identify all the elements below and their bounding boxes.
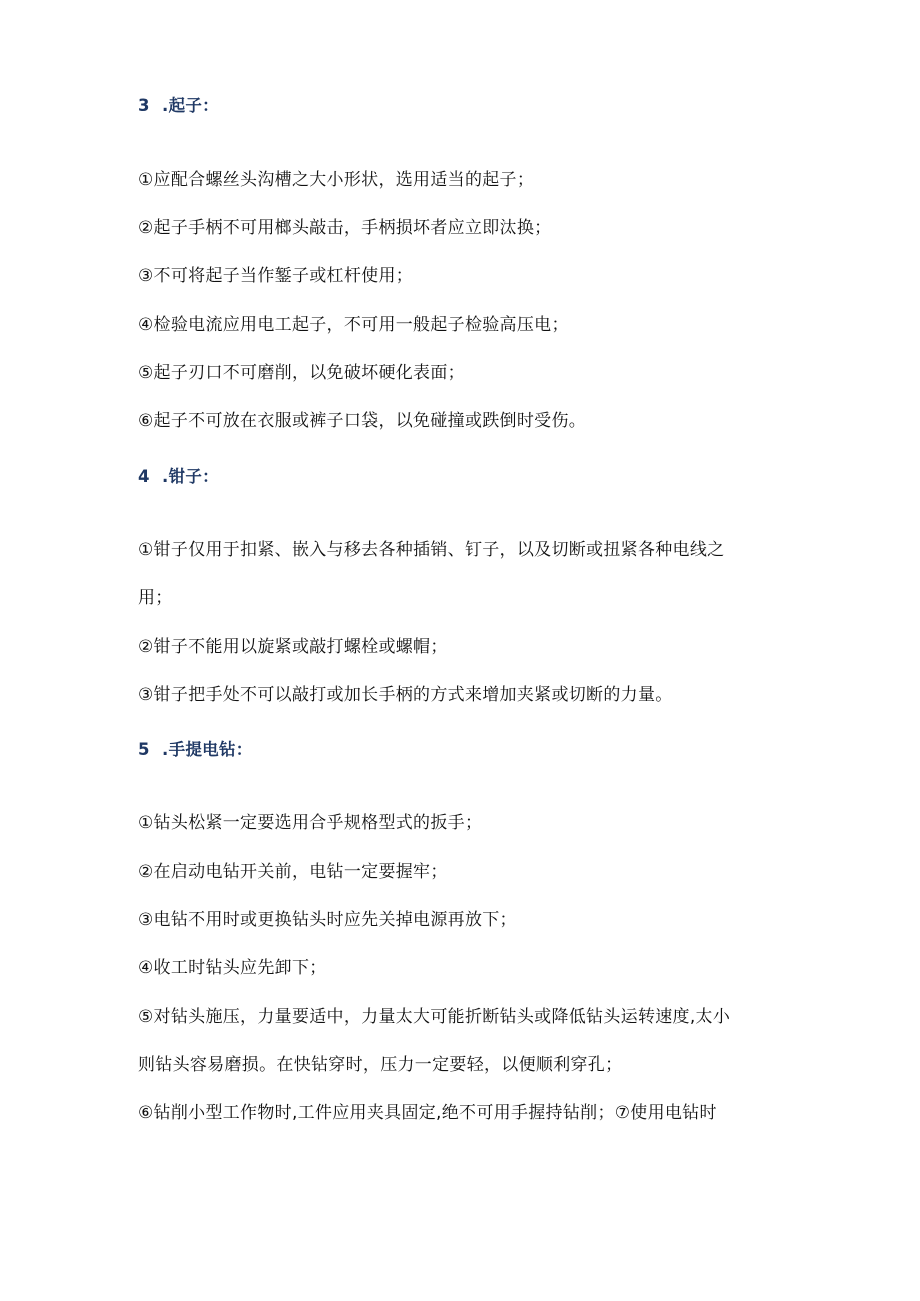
- list-item: ①钻头松紧一定要选用合乎规格型式的扳手；: [138, 813, 483, 833]
- list-item: ②钳子不能用以旋紧或敲打螺栓或螺帽；: [138, 637, 448, 657]
- section-heading-5: [138, 738, 788, 762]
- section-heading-4: [138, 465, 788, 489]
- list-item: ⑤起子刃口不可磨削，以免破坏硬化表面；: [138, 363, 465, 383]
- list-item: ②在启动电钻开关前，电钻一定要握牢；: [138, 862, 448, 882]
- list-item: ③电钻不用时或更换钻头时应先关掉电源再放下；: [138, 910, 517, 930]
- list-item: ⑥起子不可放在衣服或裤子口袋，以免碰撞或跌倒时受伤。: [138, 411, 587, 431]
- section-title: .起子：: [162, 96, 219, 115]
- section-heading-3: [138, 94, 788, 118]
- section-number: 3: [138, 96, 150, 115]
- section-title: .钳子：: [162, 467, 219, 486]
- list-item: ⑥钻削小型工作物时,工件应用夹具固定,绝不可用手握持钻削；⑦使用电钻时: [138, 1103, 717, 1123]
- list-item: ③不可将起子当作錾子或杠杆使用；: [138, 266, 414, 286]
- list-item: 用；: [138, 588, 173, 608]
- list-item: ①应配合螺丝头沟槽之大小形状，选用适当的起子；: [138, 170, 535, 190]
- list-item: ④检验电流应用电工起子，不可用一般起子检验高压电；: [138, 315, 569, 335]
- section-number: 4: [138, 467, 150, 486]
- list-item: ②起子手柄不可用榔头敲击，手柄损坏者应立即汰换；: [138, 218, 552, 238]
- list-item: 则钻头容易磨损。在快钻穿时，压力一定要轻，以便顺利穿孔；: [138, 1055, 623, 1075]
- list-item: ③钳子把手处不可以敲打或加长手柄的方式来增加夹紧或切断的力量。: [138, 685, 673, 705]
- list-item: ④收工时钻头应先卸下；: [138, 958, 327, 978]
- section-number: 5: [138, 740, 150, 759]
- list-item: ⑤对钻头施压，力量要适中，力量太大可能折断钻头或降低钻头运转速度,太小: [138, 1007, 731, 1027]
- list-item: ①钳子仅用于扣紧、嵌入与移去各种插销、钉子，以及切断或扭紧各种电线之: [138, 540, 725, 560]
- section-title: .手提电钻：: [162, 740, 253, 759]
